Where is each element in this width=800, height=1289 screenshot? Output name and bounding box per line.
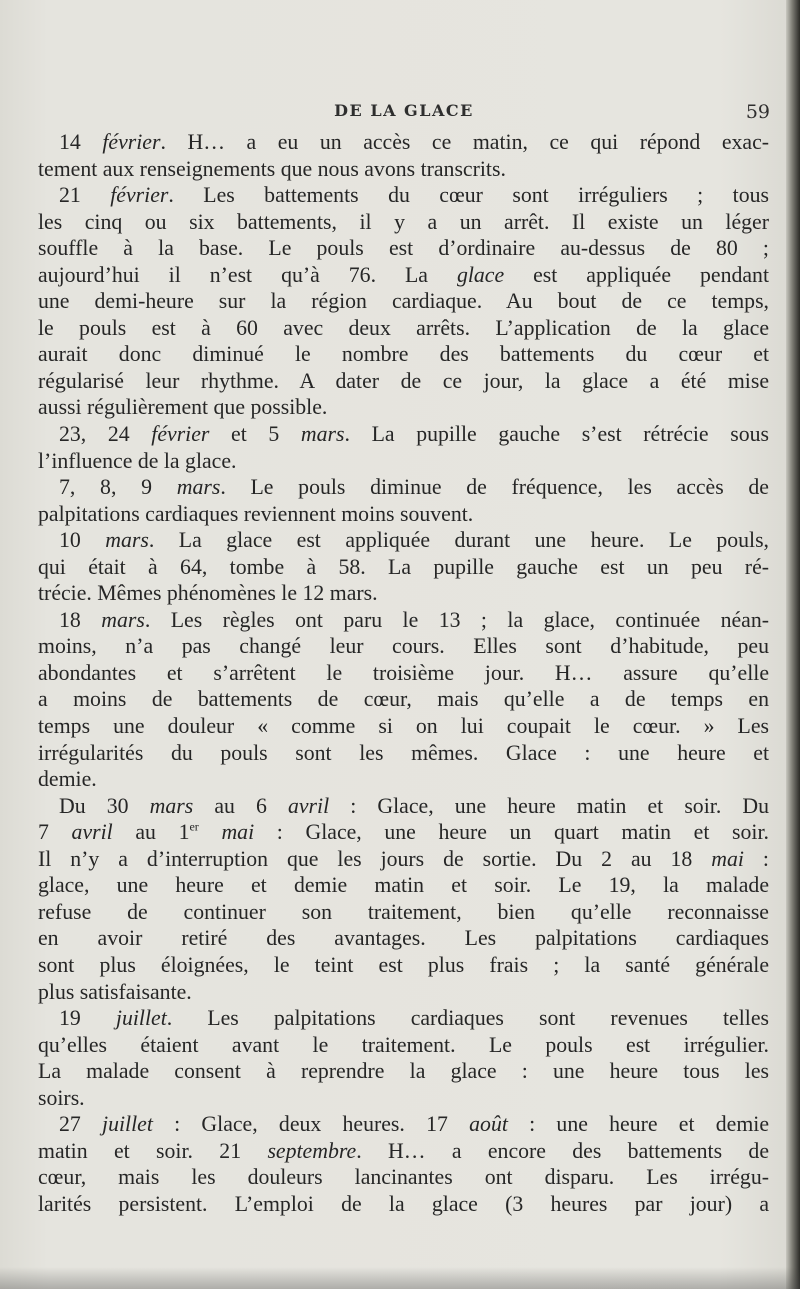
text-run: . Le pouls diminue de fréquence, les accès de <box>220 475 769 500</box>
text-run: : Glace, une heure matin et soir. Du <box>329 793 769 818</box>
text-line <box>38 979 769 1006</box>
text-line <box>38 1032 769 1059</box>
text-line <box>38 686 769 713</box>
italic-text: mars <box>176 475 221 500</box>
text-line <box>38 872 769 899</box>
text-line <box>38 209 769 236</box>
page-number: 59 <box>745 101 770 123</box>
text-line <box>38 766 769 793</box>
italic-text: mars <box>101 607 145 632</box>
text-line <box>38 262 769 289</box>
text-run: en avoir retiré des avantages. Les palpitations cardiaques <box>38 926 769 951</box>
text-run: abondantes et s’arrêtent le troisième jour. H… assure qu’elle <box>38 660 769 685</box>
text-run: sont plus éloignées, le teint est plus frais ; la santé générale <box>38 952 769 977</box>
text-run: : une heure et demie <box>507 1112 769 1137</box>
text-run: au 1 <box>112 820 190 845</box>
italic-text: mai <box>221 820 255 845</box>
text-line <box>38 315 769 342</box>
italic-text: avril <box>287 793 330 818</box>
italic-text: février <box>110 183 169 208</box>
text-run: 23, 24 <box>59 422 152 447</box>
text-run: . Les battements du cœur sont irréguliers ; tous <box>168 183 769 208</box>
italic-text: février <box>102 130 161 154</box>
text-line <box>38 660 769 687</box>
text-run: trécie. Mêmes phénomènes le 12 mars. <box>38 581 378 606</box>
text-run: moins, n’a pas changé leur cours. Elles sont d’habitude, peu <box>38 634 769 659</box>
text-run: . La pupille gauche s’est rétrécie sous <box>344 422 769 447</box>
text-run: qui était à 64, tombe à 58. La pupille gauche est un peu ré- <box>38 554 769 579</box>
text-run: les cinq ou six battements, il y a un arrêt. Il existe un léger <box>38 209 769 234</box>
text-run: : Glace, une heure un quart matin et soir. <box>254 820 769 845</box>
text-run: l’influence de la glace. <box>38 448 237 473</box>
page-bottom-shadow <box>0 1267 800 1289</box>
text-run: larités persistent. L’emploi de la glace (3 heures par jour) a <box>38 1191 769 1216</box>
text-run: : <box>743 846 769 871</box>
text-line <box>38 899 769 926</box>
text-run: 18 <box>59 607 102 632</box>
page-header <box>38 101 770 123</box>
text-line <box>38 740 769 767</box>
text-line <box>38 713 769 740</box>
text-line <box>38 1191 769 1218</box>
text-run: . Les règles ont paru le 13 ; la glace, continuée néan- <box>144 607 769 632</box>
text-run: aurait donc diminué le nombre des battements du cœur et <box>38 342 769 367</box>
text-run: est appliquée pendant <box>504 262 769 287</box>
text-line <box>38 448 769 475</box>
text-run: 27 <box>59 1112 103 1137</box>
text-line <box>38 1058 769 1085</box>
text-run: aujourd’hui il n’est qu’à 76. La <box>38 262 457 287</box>
text-run: matin et soir. 21 <box>38 1138 268 1163</box>
text-line <box>38 952 769 979</box>
text-run: . H… a eu un accès ce matin, ce qui répond exac- <box>160 130 769 154</box>
text-line <box>38 633 769 660</box>
text-run: a moins de battements de cœur, mais qu’elle a de temps en <box>38 687 769 712</box>
text-run: palpitations cardiaques reviennent moins souvent. <box>38 501 474 526</box>
text-run: soirs. <box>38 1085 85 1110</box>
superscript-text: er <box>189 819 199 834</box>
italic-text: juillet <box>115 1006 167 1031</box>
text-run: 10 <box>59 528 106 553</box>
text-run: irrégularités du pouls sont les mêmes. Glace : une heure et <box>38 740 769 765</box>
italic-text: février <box>151 422 210 447</box>
italic-text: mars <box>149 793 194 818</box>
text-run: une demi-heure sur la région cardiaque. Au bout de ce temps, <box>38 289 769 314</box>
text-run: La malade consent à reprendre la glace : une heure tous les <box>38 1059 769 1084</box>
text-run: qu’elles étaient avant le traitement. Le pouls est irrégulier. <box>38 1032 769 1057</box>
text-run: 21 <box>59 183 111 208</box>
text-line <box>38 1164 769 1191</box>
italic-text: mars <box>105 528 149 553</box>
page-binding-edge <box>786 0 800 1289</box>
text-line <box>38 341 769 368</box>
text-line <box>38 1085 769 1112</box>
text-run: 7, 8, 9 <box>59 475 177 500</box>
text-line <box>38 1005 769 1032</box>
text-run: régularisé leur rhythme. A dater de ce jour, la glace a été mise <box>38 368 769 393</box>
text-line <box>38 156 769 183</box>
text-run <box>199 820 222 844</box>
italic-text: mai <box>711 846 744 871</box>
text-run: glace, une heure et demie matin et soir. Le 19, la malade <box>38 873 769 898</box>
text-run: : Glace, deux heures. 17 <box>152 1112 470 1137</box>
text-line <box>38 288 769 315</box>
text-run: refuse de continuer son traitement, bien qu’elle reconnaisse <box>38 899 769 924</box>
text-line <box>38 182 769 209</box>
text-run: . Les palpitations cardiaques sont revenues telles <box>166 1006 769 1031</box>
text-run: temps une douleur « comme si on lui coupait le cœur. » Les <box>38 714 769 739</box>
text-run: cœur, mais les douleurs lancinantes ont disparu. Les irrégu- <box>38 1165 769 1190</box>
text-run: le pouls est à 60 avec deux arrêts. L’application de la glace <box>38 315 769 340</box>
text-run: souffle à la base. Le pouls est d’ordinaire au-dessus de 80 ; <box>38 236 769 261</box>
text-line <box>38 235 769 262</box>
italic-text: septembre <box>267 1138 357 1163</box>
text-line <box>38 474 769 501</box>
text-run: . H… a encore des battements de <box>356 1138 769 1163</box>
text-run: 14 <box>59 130 103 154</box>
text-line <box>38 819 769 846</box>
italic-text: glace <box>456 262 505 287</box>
text-line <box>38 1111 769 1138</box>
text-line <box>38 129 769 156</box>
text-line <box>38 793 769 820</box>
text-line <box>38 607 769 634</box>
text-run: . La glace est appliquée durant une heure. Le pouls, <box>148 528 769 553</box>
text-line <box>38 527 769 554</box>
text-run: Il n’y a d’interruption que les jours de sortie. Du 2 au 18 <box>38 846 712 871</box>
running-head: DE LA GLACE <box>334 101 474 120</box>
text-line <box>38 368 769 395</box>
italic-text: mars <box>300 422 345 447</box>
text-line <box>38 846 769 873</box>
body-text <box>38 129 769 1217</box>
text-run: Du 30 <box>59 793 150 818</box>
text-line <box>38 580 769 607</box>
text-line <box>38 501 769 528</box>
text-run: demie. <box>38 767 97 792</box>
text-run: plus satisfaisante. <box>38 979 192 1004</box>
text-line <box>38 1138 769 1165</box>
text-run: tement aux renseignements que nous avons transcrits. <box>38 156 506 181</box>
text-line <box>38 554 769 581</box>
text-run: et 5 <box>209 422 301 447</box>
text-run: 7 <box>38 820 72 845</box>
italic-text: juillet <box>102 1112 153 1137</box>
italic-text: août <box>469 1112 508 1137</box>
text-run: au 6 <box>193 793 288 818</box>
text-run: aussi régulièrement que possible. <box>38 395 328 420</box>
text-line <box>38 394 769 421</box>
text-line <box>38 925 769 952</box>
text-line <box>38 421 769 448</box>
italic-text: avril <box>71 820 113 845</box>
text-run: 19 <box>59 1006 116 1031</box>
